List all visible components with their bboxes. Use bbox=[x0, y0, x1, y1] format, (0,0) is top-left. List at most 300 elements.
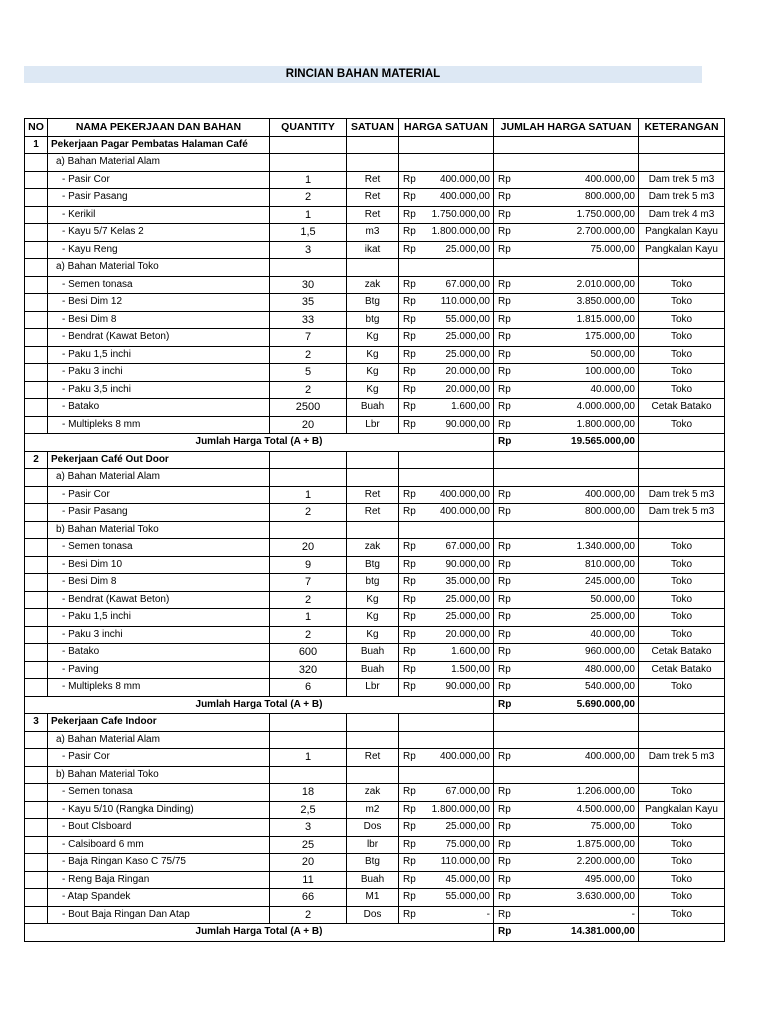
item-note: Toko bbox=[639, 854, 725, 872]
item-quantity: 1 bbox=[270, 609, 347, 627]
group-price-empty bbox=[399, 469, 494, 487]
item-note: Toko bbox=[639, 871, 725, 889]
item-unit-price bbox=[399, 871, 494, 889]
row-no-empty bbox=[25, 224, 48, 242]
header-unit: SATUAN bbox=[347, 119, 399, 137]
item-unit-price bbox=[399, 644, 494, 662]
section-total-amount bbox=[494, 434, 639, 452]
group-label: a) Bahan Material Alam bbox=[48, 154, 270, 172]
amount-value: 45.000,00 bbox=[445, 873, 490, 885]
item-total-price bbox=[494, 311, 639, 329]
section-total-note-empty bbox=[639, 696, 725, 714]
item-unit-price bbox=[399, 591, 494, 609]
item-total-price bbox=[494, 364, 639, 382]
item-unit-price bbox=[399, 801, 494, 819]
amount-value: 25.000,00 bbox=[590, 611, 635, 623]
section-total-empty bbox=[494, 136, 639, 154]
item-total-price bbox=[494, 679, 639, 697]
item-note: Dam trek 5 m3 bbox=[639, 486, 725, 504]
group-total-empty bbox=[494, 469, 639, 487]
item-note: Pangkalan Kayu bbox=[639, 241, 725, 259]
currency-label: Rp bbox=[498, 681, 511, 692]
table-row bbox=[25, 591, 725, 609]
currency-label: Rp bbox=[403, 366, 416, 377]
table-row bbox=[25, 871, 725, 889]
item-unit-price bbox=[399, 189, 494, 207]
item-note: Dam trek 4 m3 bbox=[639, 206, 725, 224]
item-quantity: 20 bbox=[270, 416, 347, 434]
item-unit-price bbox=[399, 311, 494, 329]
currency-label: Rp bbox=[403, 173, 416, 185]
item-name: - Paku 3,5 inchi bbox=[48, 381, 270, 399]
section-qty-empty bbox=[270, 136, 347, 154]
currency-label: Rp bbox=[403, 558, 416, 570]
table-row bbox=[25, 189, 725, 207]
item-unit: m3 bbox=[347, 224, 399, 242]
section-total-note-empty bbox=[639, 434, 725, 452]
currency-label: Rp bbox=[498, 191, 511, 202]
item-unit: Buah bbox=[347, 644, 399, 662]
row-no-empty bbox=[25, 416, 48, 434]
item-unit-price bbox=[399, 556, 494, 574]
item-unit-price bbox=[399, 609, 494, 627]
item-unit: Kg bbox=[347, 346, 399, 364]
group-note-empty bbox=[639, 469, 725, 487]
currency-label: Rp bbox=[403, 541, 416, 552]
item-quantity: 1 bbox=[270, 749, 347, 767]
item-name: - Batako bbox=[48, 399, 270, 417]
currency-label: Rp bbox=[498, 506, 511, 517]
item-unit-price bbox=[399, 381, 494, 399]
amount-value: 4.000.000,00 bbox=[576, 401, 635, 413]
table-row bbox=[25, 329, 725, 347]
item-total-price bbox=[494, 609, 639, 627]
item-name: - Calsiboard 6 mm bbox=[48, 836, 270, 854]
item-quantity: 2 bbox=[270, 504, 347, 522]
group-header-row bbox=[25, 154, 725, 172]
item-total-price bbox=[494, 854, 639, 872]
item-quantity: 9 bbox=[270, 556, 347, 574]
item-name: - Pasir Cor bbox=[48, 486, 270, 504]
row-no-empty bbox=[25, 906, 48, 924]
item-quantity: 1 bbox=[270, 171, 347, 189]
item-quantity: 2 bbox=[270, 906, 347, 924]
amount-value: 50.000,00 bbox=[590, 348, 635, 360]
currency-label: Rp bbox=[498, 488, 511, 500]
item-total-price bbox=[494, 591, 639, 609]
item-note: Cetak Batako bbox=[639, 644, 725, 662]
table-row bbox=[25, 836, 725, 854]
table-row bbox=[25, 906, 725, 924]
table-row bbox=[25, 644, 725, 662]
item-unit-price bbox=[399, 626, 494, 644]
amount-value: 540.000,00 bbox=[584, 681, 635, 693]
group-price-empty bbox=[399, 766, 494, 784]
item-unit-price bbox=[399, 836, 494, 854]
section-unit-empty bbox=[347, 451, 399, 469]
item-total-price bbox=[494, 276, 639, 294]
table-row bbox=[25, 224, 725, 242]
amount-value: 1.600,00 bbox=[451, 646, 490, 658]
amount-value: 14.381.000,00 bbox=[571, 926, 635, 938]
item-unit: lbr bbox=[347, 836, 399, 854]
item-unit: Buah bbox=[347, 661, 399, 679]
amount-value: 1.206.000,00 bbox=[576, 786, 635, 798]
item-total-price bbox=[494, 906, 639, 924]
item-unit: Kg bbox=[347, 329, 399, 347]
item-total-price bbox=[494, 399, 639, 417]
amount-value: 35.000,00 bbox=[445, 576, 490, 588]
amount-value: 1.600,00 bbox=[451, 401, 490, 413]
currency-label: Rp bbox=[498, 418, 511, 430]
item-note: Toko bbox=[639, 364, 725, 382]
item-note: Dam trek 5 m3 bbox=[639, 171, 725, 189]
currency-label: Rp bbox=[403, 663, 416, 675]
item-quantity: 18 bbox=[270, 784, 347, 802]
currency-label: Rp bbox=[403, 191, 416, 202]
group-unit-empty bbox=[347, 731, 399, 749]
amount-value: 75.000,00 bbox=[590, 243, 635, 255]
currency-label: Rp bbox=[403, 208, 416, 220]
amount-value: 400.000,00 bbox=[439, 488, 490, 500]
amount-value: 175.000,00 bbox=[584, 331, 635, 343]
amount-value: 800.000,00 bbox=[584, 506, 635, 518]
item-total-price bbox=[494, 539, 639, 557]
group-total-empty bbox=[494, 766, 639, 784]
group-qty-empty bbox=[270, 259, 347, 277]
item-total-price bbox=[494, 206, 639, 224]
amount-value: 5.690.000,00 bbox=[576, 698, 635, 710]
currency-label: Rp bbox=[403, 751, 416, 762]
item-quantity: 7 bbox=[270, 574, 347, 592]
item-unit-price bbox=[399, 294, 494, 312]
currency-label: Rp bbox=[403, 331, 416, 342]
item-unit-price bbox=[399, 486, 494, 504]
currency-label: Rp bbox=[403, 628, 416, 640]
section-note-empty bbox=[639, 136, 725, 154]
row-no-empty bbox=[25, 311, 48, 329]
section-total-amount bbox=[494, 696, 639, 714]
amount-value: 800.000,00 bbox=[584, 191, 635, 203]
item-unit: Kg bbox=[347, 381, 399, 399]
group-label: a) Bahan Material Alam bbox=[48, 469, 270, 487]
section-total-note-empty bbox=[639, 924, 725, 942]
currency-label: Rp bbox=[498, 908, 511, 920]
currency-label: Rp bbox=[498, 891, 511, 902]
currency-label: Rp bbox=[403, 401, 416, 412]
amount-value: 90.000,00 bbox=[445, 681, 490, 693]
item-total-price bbox=[494, 784, 639, 802]
currency-label: Rp bbox=[498, 226, 511, 237]
group-total-empty bbox=[494, 259, 639, 277]
item-name: - Besi Dim 12 bbox=[48, 294, 270, 312]
row-no-empty bbox=[25, 854, 48, 872]
amount-value: 3.850.000,00 bbox=[576, 296, 635, 308]
section-price-empty bbox=[399, 136, 494, 154]
item-quantity: 11 bbox=[270, 871, 347, 889]
amount-value: 1.750.000,00 bbox=[576, 208, 635, 220]
section-total-row bbox=[25, 924, 725, 942]
item-name: - Kayu Reng bbox=[48, 241, 270, 259]
item-note: Cetak Batako bbox=[639, 399, 725, 417]
amount-value: 960.000,00 bbox=[584, 646, 635, 658]
group-qty-empty bbox=[270, 731, 347, 749]
item-name: - Multipleks 8 mm bbox=[48, 679, 270, 697]
currency-label: Rp bbox=[403, 681, 416, 692]
section-title: Pekerjaan Cafe Indoor bbox=[48, 714, 270, 732]
currency-label: Rp bbox=[403, 488, 416, 500]
currency-label: Rp bbox=[403, 646, 416, 657]
table-row bbox=[25, 206, 725, 224]
currency-label: Rp bbox=[403, 383, 416, 395]
row-no-empty bbox=[25, 276, 48, 294]
row-no-empty bbox=[25, 609, 48, 627]
document-title: RINCIAN BAHAN MATERIAL bbox=[24, 66, 702, 83]
group-total-empty bbox=[494, 154, 639, 172]
amount-value: 810.000,00 bbox=[584, 558, 635, 570]
item-unit-price bbox=[399, 241, 494, 259]
section-header-row bbox=[25, 714, 725, 732]
currency-label: Rp bbox=[403, 418, 416, 430]
group-unit-empty bbox=[347, 259, 399, 277]
amount-value: 1.750.000,00 bbox=[431, 208, 490, 220]
group-header-row bbox=[25, 469, 725, 487]
amount-value: 67.000,00 bbox=[445, 786, 490, 798]
row-no-empty bbox=[25, 486, 48, 504]
item-name: - Pasir Cor bbox=[48, 749, 270, 767]
item-note: Cetak Batako bbox=[639, 661, 725, 679]
section-total-label: Jumlah Harga Total (A + B) bbox=[25, 924, 494, 942]
row-no-empty bbox=[25, 294, 48, 312]
item-quantity: 30 bbox=[270, 276, 347, 294]
row-no-empty bbox=[25, 801, 48, 819]
section-header-row bbox=[25, 136, 725, 154]
currency-label: Rp bbox=[403, 576, 416, 587]
table-row bbox=[25, 381, 725, 399]
item-unit: Buah bbox=[347, 871, 399, 889]
amount-value: 1.800.000,00 bbox=[431, 803, 490, 815]
item-quantity: 35 bbox=[270, 294, 347, 312]
item-unit-price bbox=[399, 784, 494, 802]
currency-label: Rp bbox=[498, 558, 511, 570]
row-no-empty bbox=[25, 381, 48, 399]
currency-label: Rp bbox=[498, 173, 511, 185]
item-name: - Paku 1,5 inchi bbox=[48, 346, 270, 364]
group-unit-empty bbox=[347, 154, 399, 172]
item-note: Pangkalan Kayu bbox=[639, 801, 725, 819]
section-total-row bbox=[25, 696, 725, 714]
currency-label: Rp bbox=[498, 873, 511, 885]
section-total-empty bbox=[494, 714, 639, 732]
item-name: - Semen tonasa bbox=[48, 539, 270, 557]
item-note: Toko bbox=[639, 539, 725, 557]
item-quantity: 600 bbox=[270, 644, 347, 662]
section-price-empty bbox=[399, 451, 494, 469]
group-total-empty bbox=[494, 731, 639, 749]
section-price-empty bbox=[399, 714, 494, 732]
item-unit-price bbox=[399, 504, 494, 522]
table-row bbox=[25, 364, 725, 382]
currency-label: Rp bbox=[498, 751, 511, 762]
amount-value: 110.000,00 bbox=[440, 296, 490, 308]
amount-value: 25.000,00 bbox=[445, 331, 490, 343]
item-unit-price bbox=[399, 399, 494, 417]
group-label: a) Bahan Material Toko bbox=[48, 259, 270, 277]
section-unit-empty bbox=[347, 714, 399, 732]
material-table bbox=[24, 118, 725, 942]
currency-label: Rp bbox=[403, 226, 416, 237]
section-title: Pekerjaan Café Out Door bbox=[48, 451, 270, 469]
amount-value: 495.000,00 bbox=[584, 873, 635, 885]
item-name: - Pasir Cor bbox=[48, 171, 270, 189]
item-unit: btg bbox=[347, 311, 399, 329]
item-total-price bbox=[494, 171, 639, 189]
item-total-price bbox=[494, 241, 639, 259]
item-total-price bbox=[494, 889, 639, 907]
currency-label: Rp bbox=[498, 838, 511, 850]
item-quantity: 7 bbox=[270, 329, 347, 347]
row-no-empty bbox=[25, 346, 48, 364]
item-total-price bbox=[494, 836, 639, 854]
item-unit: zak bbox=[347, 276, 399, 294]
currency-label: Rp bbox=[498, 628, 511, 640]
amount-value: 100.000,00 bbox=[584, 366, 635, 378]
item-name: - Paku 3 inchi bbox=[48, 364, 270, 382]
group-qty-empty bbox=[270, 521, 347, 539]
table-row bbox=[25, 399, 725, 417]
item-unit-price bbox=[399, 854, 494, 872]
amount-value: 20.000,00 bbox=[445, 383, 490, 395]
row-no-empty bbox=[25, 784, 48, 802]
row-no-empty bbox=[25, 556, 48, 574]
amount-value: 400.000,00 bbox=[584, 751, 635, 763]
item-note: Toko bbox=[639, 591, 725, 609]
group-note-empty bbox=[639, 259, 725, 277]
item-total-price bbox=[494, 574, 639, 592]
item-name: - Paku 3 inchi bbox=[48, 626, 270, 644]
item-note: Toko bbox=[639, 381, 725, 399]
group-header-row bbox=[25, 766, 725, 784]
amount-value: 25.000,00 bbox=[445, 348, 490, 360]
currency-label: Rp bbox=[498, 926, 512, 937]
group-qty-empty bbox=[270, 469, 347, 487]
item-unit: Lbr bbox=[347, 416, 399, 434]
item-note: Toko bbox=[639, 819, 725, 837]
group-header-row bbox=[25, 259, 725, 277]
item-unit: zak bbox=[347, 539, 399, 557]
currency-label: Rp bbox=[403, 786, 416, 797]
amount-value: 1.500,00 bbox=[451, 663, 490, 675]
row-no-empty bbox=[25, 206, 48, 224]
header-total-price: JUMLAH HARGA SATUAN bbox=[494, 119, 639, 137]
table-row bbox=[25, 504, 725, 522]
item-quantity: 3 bbox=[270, 241, 347, 259]
currency-label: Rp bbox=[498, 646, 511, 657]
item-name: - Multipleks 8 mm bbox=[48, 416, 270, 434]
amount-value: 400.000,00 bbox=[439, 191, 490, 203]
table-row bbox=[25, 749, 725, 767]
group-unit-empty bbox=[347, 469, 399, 487]
item-quantity: 2,5 bbox=[270, 801, 347, 819]
amount-value: 25.000,00 bbox=[445, 593, 490, 605]
table-row bbox=[25, 609, 725, 627]
row-no-empty bbox=[25, 189, 48, 207]
row-no-empty bbox=[25, 504, 48, 522]
section-note-empty bbox=[639, 451, 725, 469]
row-no-empty bbox=[25, 591, 48, 609]
item-unit: Ret bbox=[347, 189, 399, 207]
item-name: - Besi Dim 8 bbox=[48, 311, 270, 329]
table-row bbox=[25, 626, 725, 644]
currency-label: Rp bbox=[403, 243, 416, 255]
item-name: - Pasir Pasang bbox=[48, 189, 270, 207]
group-note-empty bbox=[639, 766, 725, 784]
amount-value: 1.800.000,00 bbox=[431, 226, 490, 238]
group-label: b) Bahan Material Toko bbox=[48, 521, 270, 539]
currency-label: Rp bbox=[403, 348, 416, 360]
group-no-empty bbox=[25, 521, 48, 539]
item-unit: Dos bbox=[347, 819, 399, 837]
group-price-empty bbox=[399, 259, 494, 277]
item-unit: Dos bbox=[347, 906, 399, 924]
currency-label: Rp bbox=[498, 786, 511, 797]
currency-label: Rp bbox=[498, 576, 511, 587]
item-unit: Kg bbox=[347, 609, 399, 627]
group-no-empty bbox=[25, 469, 48, 487]
section-note-empty bbox=[639, 714, 725, 732]
item-total-price bbox=[494, 749, 639, 767]
amount-value: 20.000,00 bbox=[445, 628, 490, 640]
section-total-amount bbox=[494, 924, 639, 942]
section-header-row bbox=[25, 451, 725, 469]
row-no-empty bbox=[25, 171, 48, 189]
row-no-empty bbox=[25, 644, 48, 662]
amount-value: 400.000,00 bbox=[584, 173, 635, 185]
item-total-price bbox=[494, 504, 639, 522]
item-unit: Lbr bbox=[347, 679, 399, 697]
item-quantity: 3 bbox=[270, 819, 347, 837]
currency-label: Rp bbox=[498, 383, 511, 395]
item-quantity: 2 bbox=[270, 346, 347, 364]
amount-value: 3.630.000,00 bbox=[576, 891, 635, 903]
item-quantity: 2 bbox=[270, 189, 347, 207]
row-no-empty bbox=[25, 626, 48, 644]
header-name: NAMA PEKERJAAN DAN BAHAN bbox=[48, 119, 270, 137]
item-name: - Paku 1,5 inchi bbox=[48, 609, 270, 627]
item-total-price bbox=[494, 329, 639, 347]
currency-label: Rp bbox=[403, 891, 416, 902]
table-body bbox=[25, 136, 725, 941]
item-name: - Atap Spandek bbox=[48, 889, 270, 907]
item-name: - Baja Ringan Kaso C 75/75 bbox=[48, 854, 270, 872]
section-total-label: Jumlah Harga Total (A + B) bbox=[25, 696, 494, 714]
section-number: 1 bbox=[25, 136, 48, 154]
item-total-price bbox=[494, 224, 639, 242]
currency-label: Rp bbox=[403, 593, 416, 605]
currency-label: Rp bbox=[498, 821, 511, 832]
group-label: b) Bahan Material Toko bbox=[48, 766, 270, 784]
amount-value: 40.000,00 bbox=[590, 383, 635, 395]
row-no-empty bbox=[25, 819, 48, 837]
item-unit-price bbox=[399, 224, 494, 242]
item-quantity: 25 bbox=[270, 836, 347, 854]
header-note: KETERANGAN bbox=[639, 119, 725, 137]
amount-value: 67.000,00 bbox=[445, 541, 490, 553]
item-unit: Ret bbox=[347, 486, 399, 504]
row-no-empty bbox=[25, 399, 48, 417]
item-note: Toko bbox=[639, 679, 725, 697]
group-qty-empty bbox=[270, 154, 347, 172]
